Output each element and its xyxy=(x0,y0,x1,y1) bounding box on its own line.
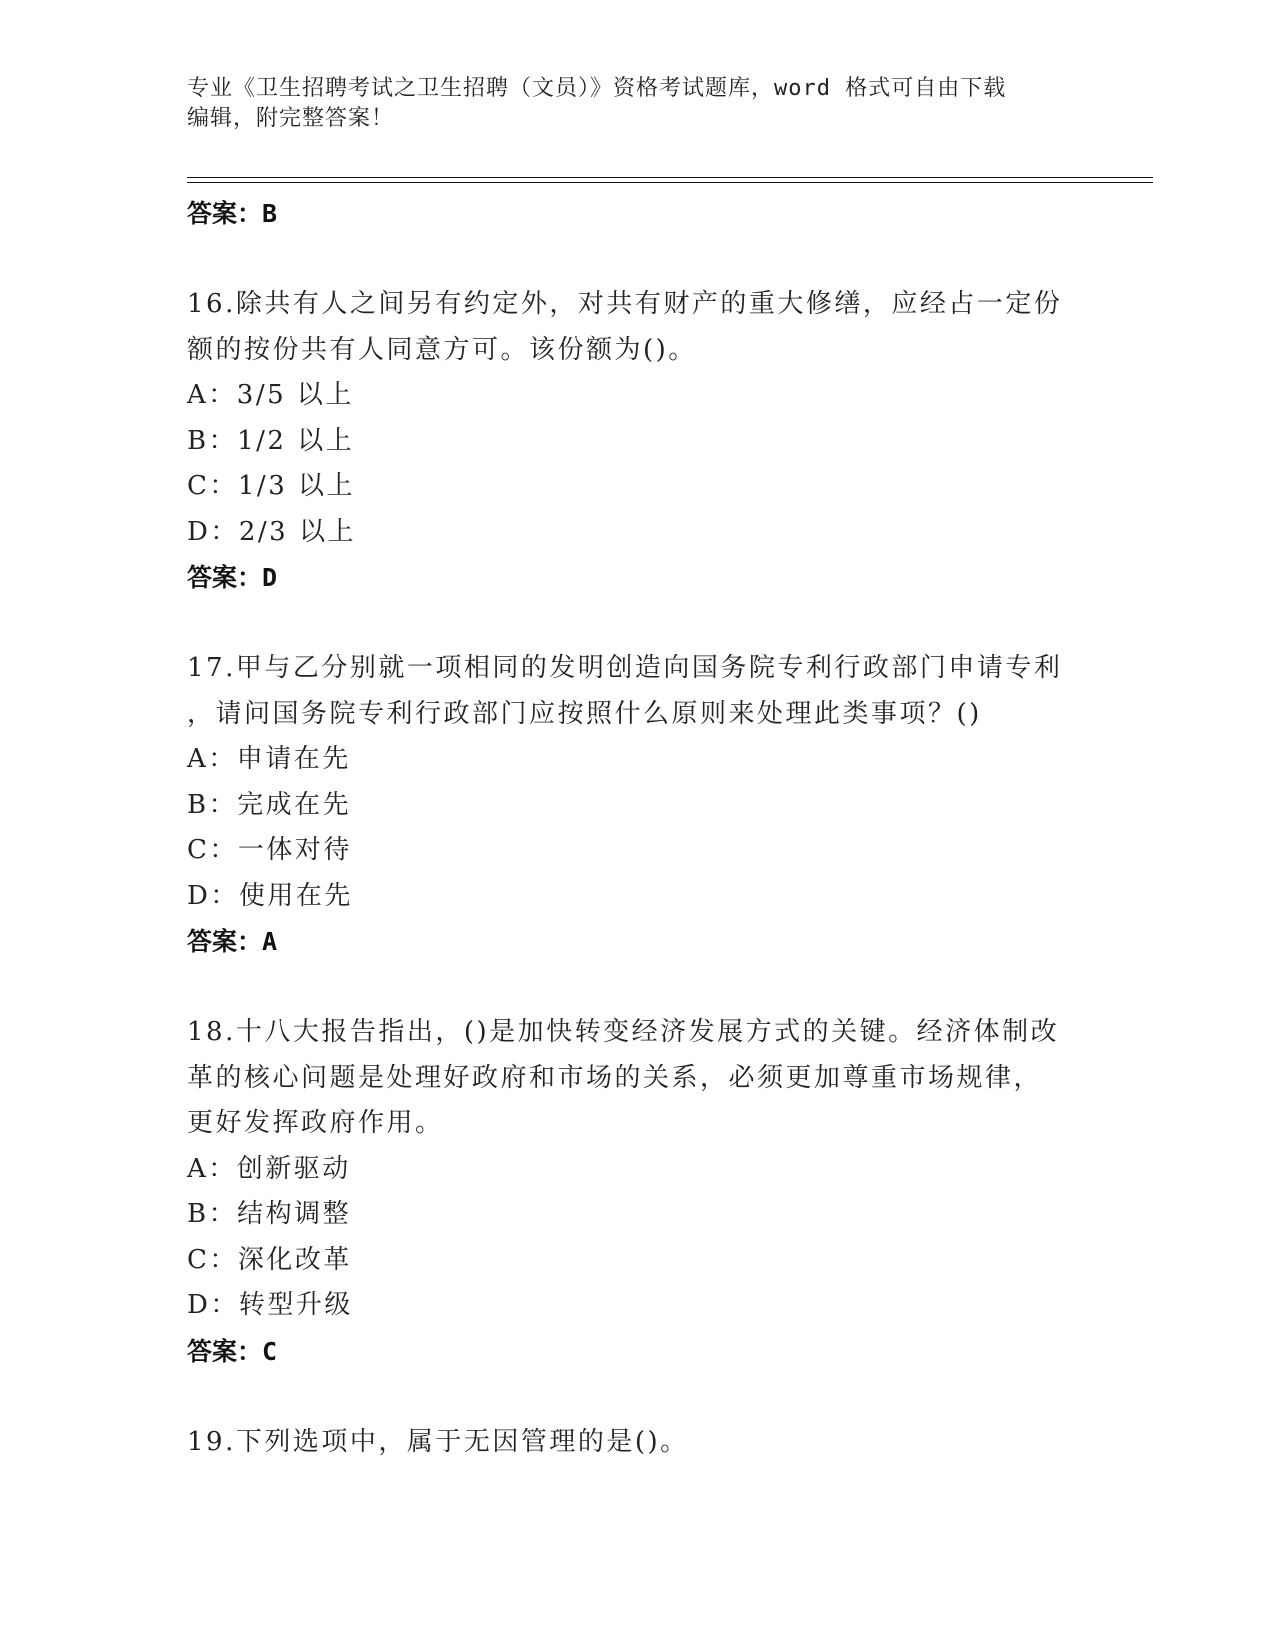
question-16-option-a: A：3/5 以上 xyxy=(187,380,354,410)
question-19-line-1: 19.下列选项中，属于无因管理的是()。 xyxy=(187,1426,689,1457)
spacer xyxy=(187,601,1087,646)
header-line-1: 专业《卫生招聘考试之卫生招聘（文员）》资格考试题库，word 格式可自由下载 xyxy=(187,76,1007,101)
answer-15: 答案：B xyxy=(187,199,278,228)
question-16-option-d: D：2/3 以上 xyxy=(187,516,356,547)
question-17-line-2: ，请问国务院专利行政部门应按照什么原则来处理此类事项？() xyxy=(187,698,982,729)
question-18 xyxy=(187,1010,1087,1375)
question-19 xyxy=(187,1420,1087,1466)
question-17-line-1: 17.甲与乙分别就一项相同的发明创造向国务院专利行政部门申请专利 xyxy=(187,653,1063,683)
question-16-option-c: C：1/3 以上 xyxy=(187,471,356,501)
question-18-line-1: 18.十八大报告指出，()是加快转变经济发展方式的关键。经济体制改 xyxy=(187,1017,1060,1047)
answer-18: 答案：C xyxy=(187,1336,278,1366)
question-17-option-d: D：使用在先 xyxy=(187,880,353,911)
question-16-line-1: 16.除共有人之间另有约定外，对共有财产的重大修缮，应经占一定份 xyxy=(187,289,1063,319)
header-line-2: 编辑，附完整答案！ xyxy=(187,106,395,131)
question-16-line-2: 额的按份共有人同意方可。该份额为()。 xyxy=(187,334,697,365)
question-17-option-a: A：申请在先 xyxy=(187,744,351,774)
spacer xyxy=(187,965,1087,1010)
question-18-option-a: A：创新驱动 xyxy=(187,1153,351,1184)
question-18-option-c: C：深化改革 xyxy=(187,1244,352,1275)
answer-17: 答案：A xyxy=(187,927,278,956)
header-rule-bottom xyxy=(187,182,1153,183)
question-18-option-b: B：结构调整 xyxy=(187,1199,352,1229)
question-17 xyxy=(187,646,1087,965)
question-17-option-c: C：一体对待 xyxy=(187,835,352,865)
question-18-option-d: D：转型升级 xyxy=(187,1290,353,1320)
question-list xyxy=(187,191,1087,1465)
question-18-line-2: 革的核心问题是处理好政府和市场的关系，必须更加尊重市场规律， xyxy=(187,1062,1043,1093)
question-17-option-b: B：完成在先 xyxy=(187,789,352,820)
answer-16: 答案：D xyxy=(187,563,278,592)
page-header xyxy=(187,74,1067,134)
spacer xyxy=(187,1375,1087,1420)
question-16 xyxy=(187,282,1087,601)
header-rule-top xyxy=(187,177,1153,178)
question-16-option-b: B：1/2 以上 xyxy=(187,425,355,456)
question-18-line-3: 更好发挥政府作用。 xyxy=(187,1108,444,1138)
spacer xyxy=(187,237,1087,282)
